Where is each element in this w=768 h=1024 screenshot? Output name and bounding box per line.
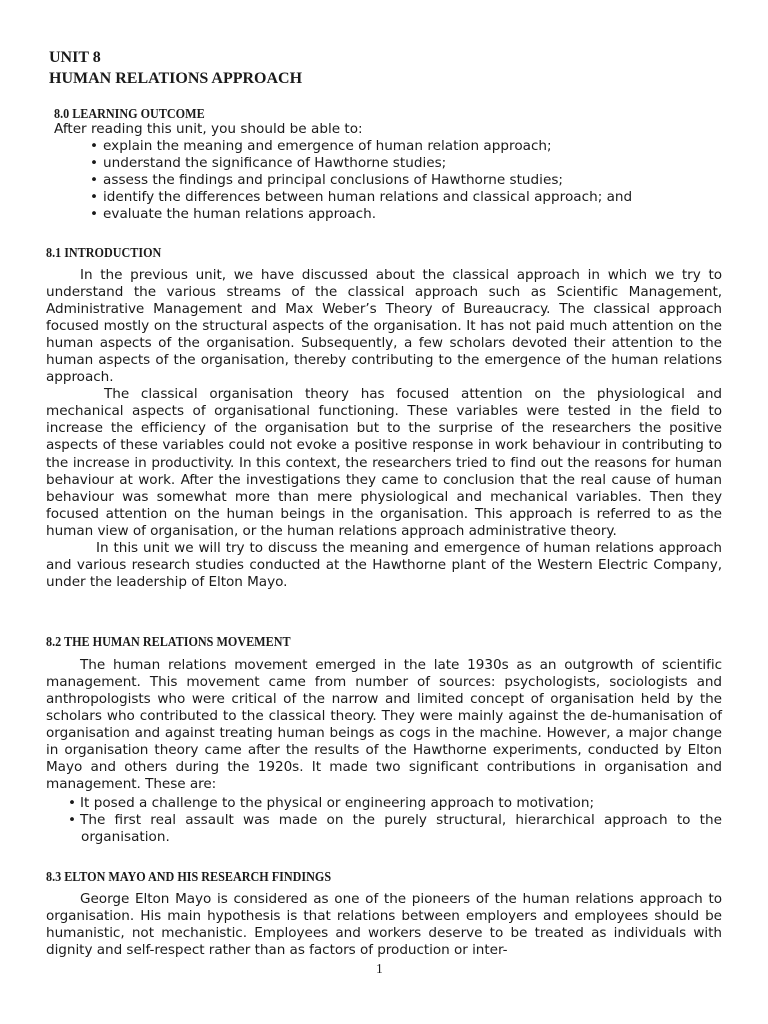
list-item: • evaluate the human relations approach. xyxy=(90,206,632,223)
movement-body xyxy=(46,657,722,793)
paragraph: George Elton Mayo is considered as one of the pioneers of the human relations approach to organisation. His main hypothesis is that relations between employers and employees should be humanistic, not mechanistic. Employees and workers deserve to be treated as individuals with dignity and self-respect rather than as factors of production or inter- xyxy=(46,891,722,959)
introduction-body xyxy=(46,267,722,591)
paragraph: The classical organisation theory has focused attention on the physiological and mechanical aspects of organisational functioning. These variables were tested in the field to increase the efficiency of the organisation but to the surprise of the researchers the positive aspects of these variables could not evoke a positive response in work behaviour in contributing to the increase in productivity. In this context, the researchers tried to find out the reasons for human behaviour at work. After the investigations they came to conclusion that the real cause of human behaviour was somewhat more than mere physiological and mechanical variables. Then they focused attention on the human beings in the organisation. This approach is referred to as the human view of organisation, or the human relations approach administrative theory. xyxy=(46,386,722,539)
section-heading-mayo: 8.3 ELTON MAYO AND HIS RESEARCH FINDINGS xyxy=(46,869,332,884)
section-heading-movement: 8.2 THE HUMAN RELATIONS MOVEMENT xyxy=(46,634,291,649)
paragraph: The human relations movement emerged in the late 1930s as an outgrowth of scientific management. This movement came from number of sources: psychologists, sociologists and anthropologists who were critical of the narrow and limited concept of organisation held by the scholars who contributed to the classical theory. They were mainly against the de-humanisation of organisation and against treating human beings as cogs in the machine. However, a major change in organisation theory came after the results of the Hawthorne experiments, conducted by Elton Mayo and others during the 1920s. It made two significant contributions in organisation and management. These are: xyxy=(46,657,722,793)
unit-number: UNIT 8 xyxy=(49,49,101,66)
unit-title: HUMAN RELATIONS APPROACH xyxy=(49,70,303,87)
list-item: • identify the differences between human relations and classical approach; and xyxy=(90,189,632,206)
list-item: • assess the findings and principal conclusions of Hawthorne studies; xyxy=(90,172,632,189)
list-item: • explain the meaning and emergence of human relation approach; xyxy=(90,138,632,155)
mayo-body xyxy=(46,891,722,959)
learning-outcome-intro: After reading this unit, you should be able to: xyxy=(54,121,363,137)
unit-heading xyxy=(49,47,302,89)
page-number: 1 xyxy=(376,961,383,976)
paragraph: In the previous unit, we have discussed about the classical approach in which we try to understand the various streams of the classical approach such as Scientific Management, Administrative Management and Max Weber’s Theory of Bureaucracy. The classical approach focused mostly on the structural aspects of the organisation. It has not paid much attention on the human aspects of the organisation. Subsequently, a few scholars devoted their attention to the human aspects of the organisation, thereby contributing to the emergence of the human relations approach. xyxy=(46,267,722,386)
section-heading-learning-outcome: 8.0 LEARNING OUTCOME xyxy=(54,106,205,121)
movement-list xyxy=(68,795,722,846)
list-item: • It posed a challenge to the physical or engineering approach to motivation; xyxy=(68,795,722,812)
section-heading-introduction: 8.1 INTRODUCTION xyxy=(46,245,162,260)
paragraph: In this unit we will try to discuss the meaning and emergence of human relations approach and various research studies conducted at the Hawthorne plant of the Western Electric Company, under the leadership of Elton Mayo. xyxy=(46,539,722,590)
list-item: • understand the significance of Hawthorne studies; xyxy=(90,155,632,172)
list-item: • The first real assault was made on the purely structural, hierarchical approach to the organisation. xyxy=(68,812,722,846)
learning-outcome-list xyxy=(90,138,632,223)
